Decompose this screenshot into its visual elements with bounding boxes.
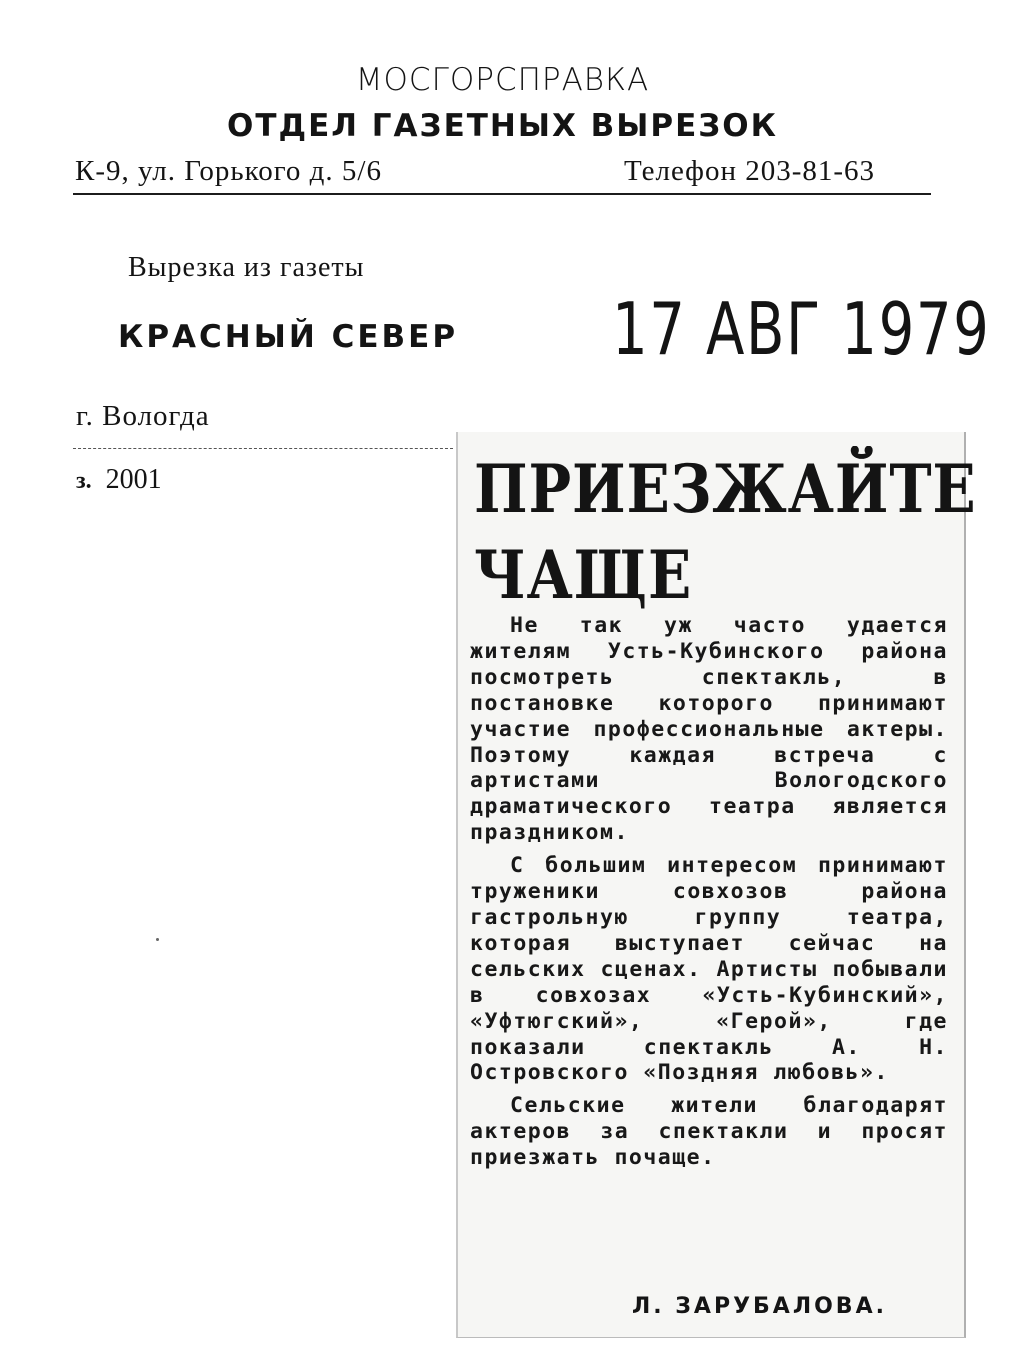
organization-name: МОСГОРСПРАВКА	[355, 62, 650, 98]
clipping-label: Вырезка из газеты	[128, 252, 365, 283]
address: К-9, ул. Горького д. 5/6	[75, 155, 382, 187]
department-name: ОТДЕЛ ГАЗЕТНЫХ ВЫРЕЗОК	[226, 108, 779, 144]
article-headline	[474, 446, 977, 618]
order-prefix: з.	[76, 468, 92, 494]
article-author: Л. ЗАРУБАЛОВА.	[632, 1294, 887, 1319]
city: г. Вологда	[76, 400, 210, 432]
article-body	[470, 613, 948, 1178]
order-number	[76, 464, 162, 496]
date-stamp: 17 АВГ 1979	[612, 287, 991, 371]
header-divider	[73, 193, 931, 195]
article-paragraph: С большим интересом принимают труженики совхозов района гастрольную группу театра, которая выступает сейчас на сельских сценах. Артисты побывали в совхозах «Усть-Кубинский», «Уфтюгский», «Герой», где показали спектакль А. Н. Островского «Поздняя любовь».	[470, 853, 948, 1086]
info-divider	[73, 448, 453, 449]
article-paragraph: Сельские жители благодарят актеров за спектакли и просят приезжать почаще.	[470, 1093, 948, 1171]
phone-number: Телефон 203-81-63	[624, 155, 876, 187]
headline-line-1: ПРИЕЗЖАЙТЕ	[474, 450, 977, 528]
scan-speck	[156, 938, 159, 941]
headline-line-2: ЧАЩЕ	[474, 536, 693, 614]
article-paragraph: Не так уж часто удается жителям Усть-Кубинского района посмотреть спектакль, в постановке которого принимают участие профессиональные актеры. Поэтому каждая встреча с артистами Вологодского драматического театра является праздником.	[470, 613, 948, 846]
order-value: 2001	[105, 464, 162, 495]
newspaper-name: КРАСНЫЙ СЕВЕР	[118, 319, 459, 355]
